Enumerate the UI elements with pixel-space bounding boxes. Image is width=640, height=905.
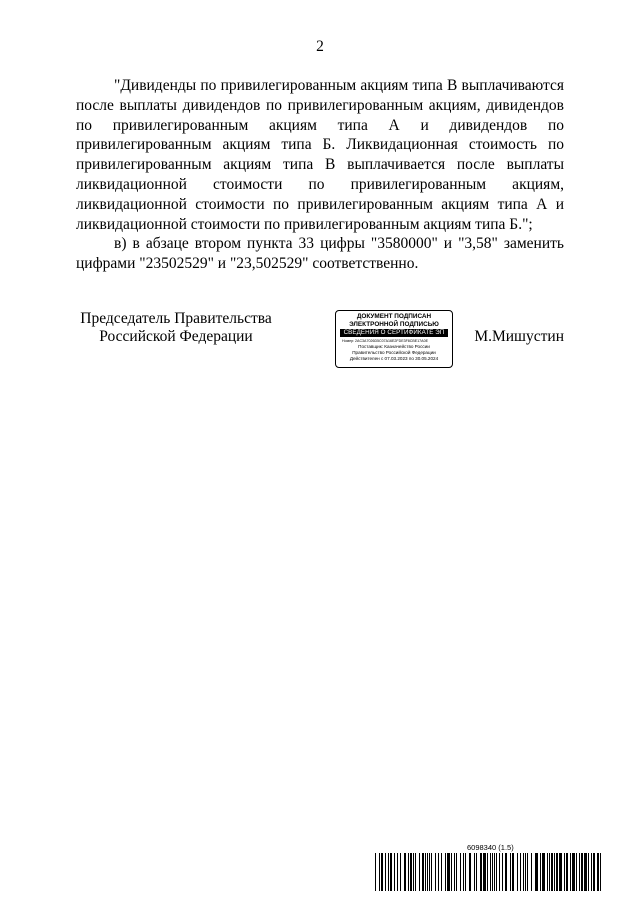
signer-title xyxy=(76,310,276,346)
document-code: 6098340 (1.5) xyxy=(467,843,514,852)
barcode-area xyxy=(375,843,601,891)
paragraph-dividends: "Дивиденды по привилегированным акциям типа В выплачиваются после выплаты дивидендов по привилегированным акциям, дивидендов по привилегированным акциям типа А и дивидендов по привилегированным акциям типа Б. Ликвидационная стоимость по привилегированным акциям типа В выплачивается после выплаты ликвидационной стоимости по привилегированным акциям, ликвидационной стоимости по привилегированным акциям типа А и ликвидационной стоимости по привилегированным акциям типа Б."; xyxy=(76,77,564,233)
stamp-line2: ЭЛЕКТРОННОЙ ПОДПИСЬЮ xyxy=(349,320,439,328)
signer-title-line1: Председатель Правительства xyxy=(80,310,272,327)
stamp-supplier: Поставщик: Казначейство России xyxy=(358,343,430,349)
signature-block xyxy=(76,310,564,374)
paragraph-amendment: в) в абзаце втором пункта 33 цифры "3580000" и "3,58" заменить цифрами "23502529" и "23,502529" соответственно. xyxy=(76,235,564,273)
stamp-owner: Правительство Российской Федерации xyxy=(352,350,436,356)
stamp-validity: Действителен с 07.03.2023 по 30.05.2024 xyxy=(349,356,439,362)
page-number: 2 xyxy=(316,38,324,55)
barcode xyxy=(375,853,601,891)
electronic-signature-stamp xyxy=(335,310,453,368)
signer-name: М.Мишустин xyxy=(474,328,564,345)
barcode-bar xyxy=(600,853,601,891)
stamp-certificate-bar: СВЕДЕНИЯ О СЕРТИФИКАТЕ ЭП xyxy=(340,329,448,337)
signer-title-line2: Российской Федерации xyxy=(99,328,253,345)
stamp-number: Номер: 2AC3A7026D5C07A16E2FDE3F8CBE17A0E xyxy=(342,338,428,343)
stamp-line1: ДОКУМЕНТ ПОДПИСАН xyxy=(356,313,432,320)
document-body xyxy=(76,76,564,274)
